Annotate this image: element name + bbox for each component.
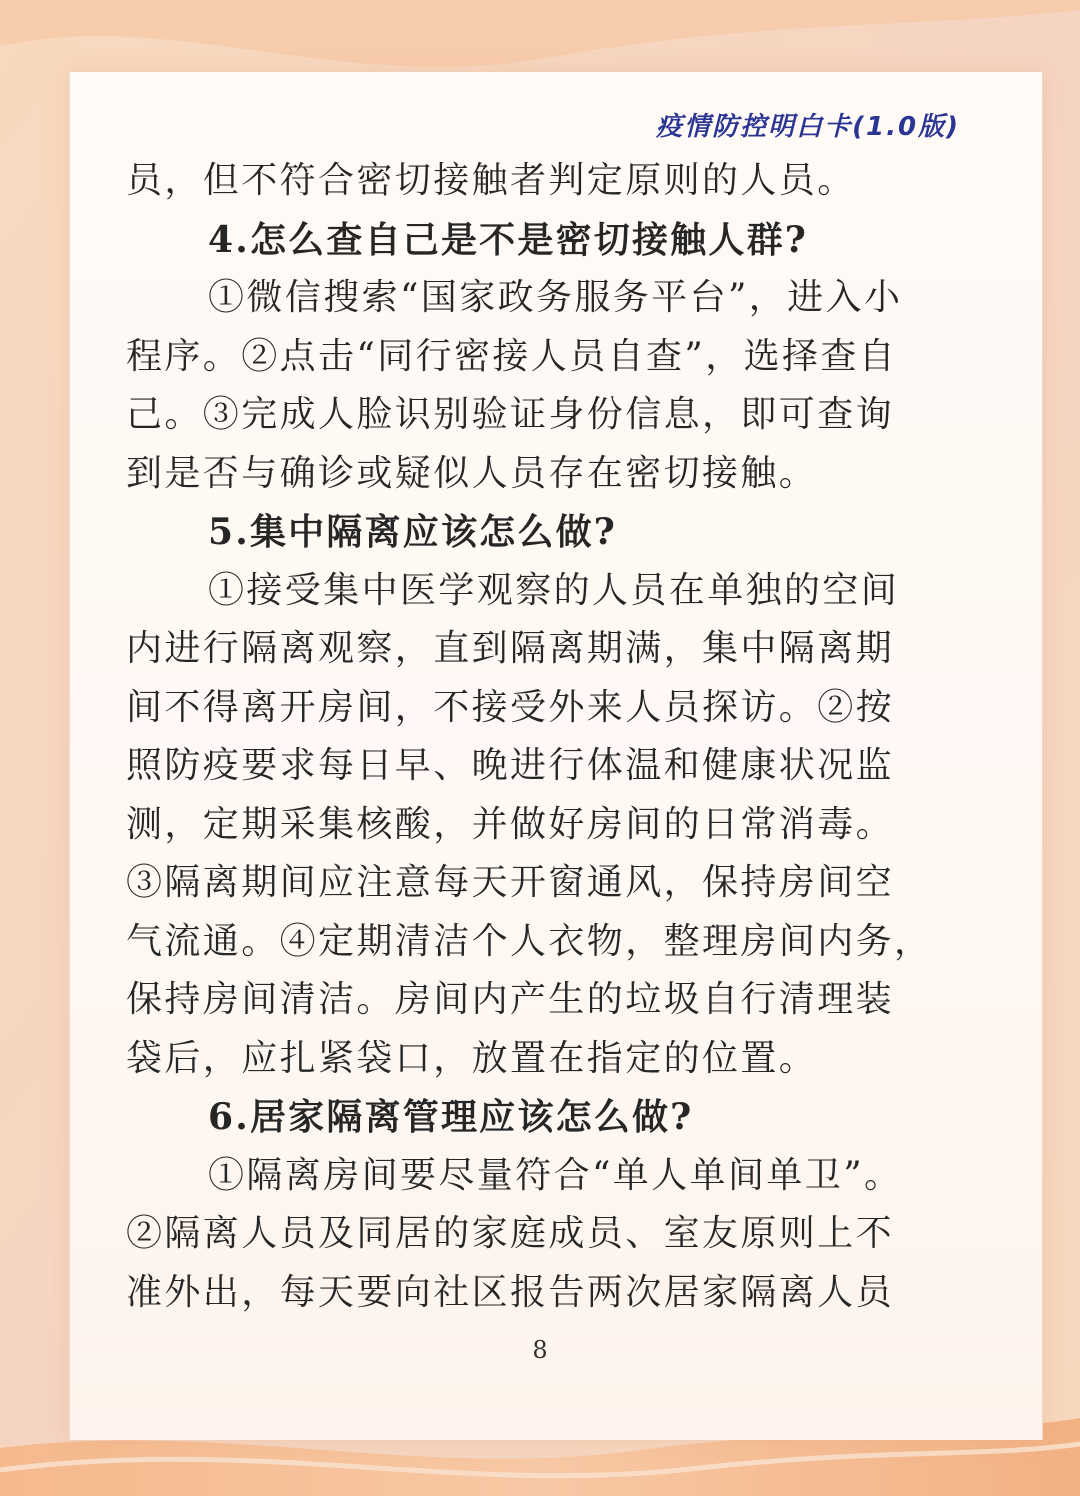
paragraph-line: ①接受集中医学观察的人员在单独的空间 — [208, 569, 900, 611]
paragraph-line: 保持房间清洁。房间内产生的垃圾自行清理装 — [126, 979, 895, 1020]
paragraph-line: 测，定期采集核酸，并做好房间的日常消毒。 — [126, 803, 895, 845]
page-number: 8 — [532, 1336, 548, 1364]
paragraph-line: 袋后，应扎紧袋口，放置在指定的位置。 — [126, 1037, 818, 1079]
section-heading-5: 5.集中隔离应该怎么做? — [208, 511, 618, 553]
paragraph-line: ②隔离人员及同居的家庭成员、室友原则上不 — [126, 1213, 895, 1254]
paragraph-line: 气流通。④定期清洁个人衣物，整理房间内务， — [126, 920, 933, 962]
paragraph-line: ①微信搜索“国家政务服务平台”，进入小 — [208, 277, 903, 318]
page-header-title: 疫情防控明白卡(1.0版) — [656, 112, 960, 142]
paragraph-line: ①隔离房间要尽量符合“单人单间单卫”。 — [208, 1154, 903, 1196]
paragraph-line: 间不得离开房间，不接受外来人员探访。②按 — [126, 686, 895, 728]
paragraph-line: 内进行隔离观察，直到隔离期满，集中隔离期 — [126, 628, 895, 669]
section-heading-4: 4.怎么查自己是不是密切接触人群? — [208, 218, 809, 261]
paragraph-line: 员，但不符合密切接触者判定原则的人员。 — [126, 160, 856, 201]
paragraph-line: ③隔离期间应注意每天开窗通风，保持房间空 — [126, 862, 895, 903]
section-heading-6: 6.居家隔离管理应该怎么做? — [208, 1096, 694, 1138]
paragraph-line: 己。③完成人脸识别验证身份信息，即可查询 — [126, 394, 895, 435]
paragraph-line: 到是否与确诊或疑似人员存在密切接触。 — [126, 452, 818, 494]
article-content — [126, 152, 956, 1322]
paragraph-line: 照防疫要求每日早、晚进行体温和健康状况监 — [126, 745, 895, 786]
paragraph-line: 程序。②点击“同行密接人员自查”，选择查自 — [126, 335, 898, 377]
paragraph-line: 准外出，每天要向社区报告两次居家隔离人员 — [126, 1271, 895, 1313]
